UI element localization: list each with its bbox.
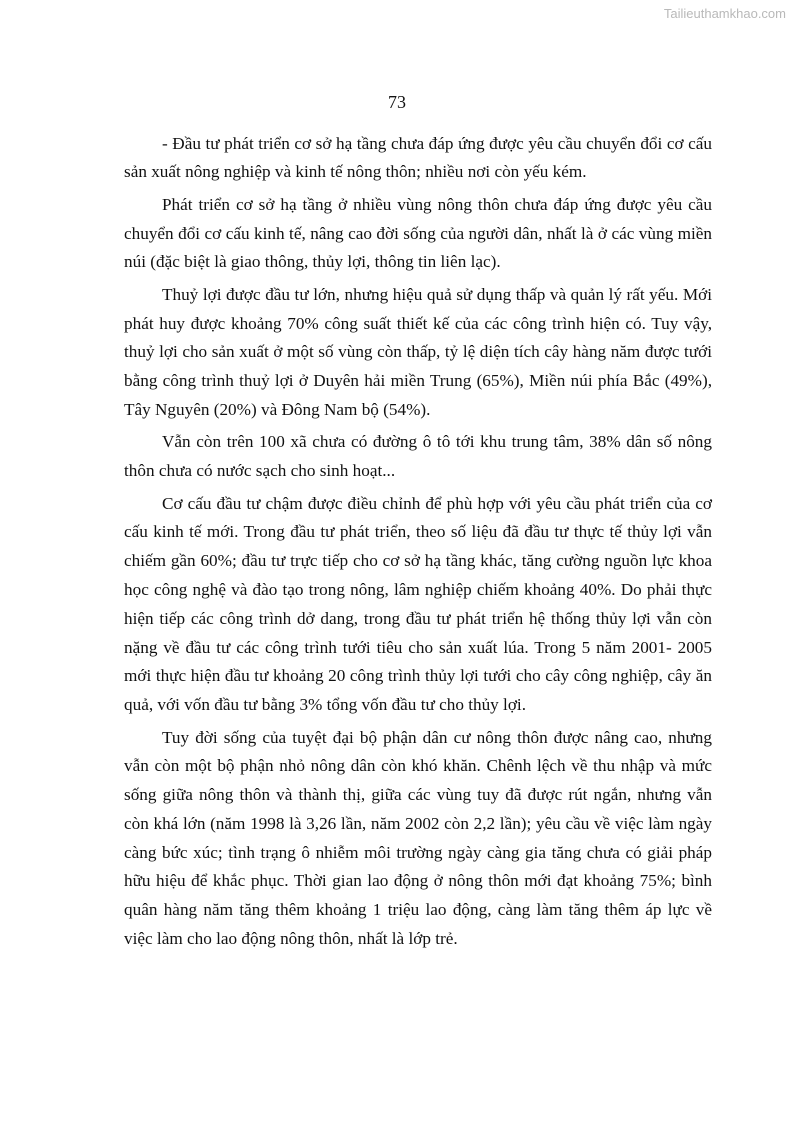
watermark-text: Tailieuthamkhao.com	[663, 6, 786, 21]
paragraph-rural-living: Tuy đời sống của tuyệt đại bộ phận dân cư nông thôn được nâng cao, nhưng vẫn còn một bộ phận nhỏ nông dân còn khó khăn. Chênh lệch về thu nhập và mức sống giữa nông thôn và thành thị, giữa các vùng tuy đã được rút ngắn, nhưng vẫn còn khá lớn (năm 1998 là 3,26 lần, năm 2002 còn 2,2 lần); yêu cầu về việc làm ngày càng bức xúc; tình trạng ô nhiễm môi trường ngày càng gia tăng chưa có giải pháp hữu hiệu để khắc phục. Thời gian lao động ở nông thôn mới đạt khoảng 75%; bình quân hàng năm tăng thêm khoảng 1 triệu lao động, càng làm tăng thêm áp lực về việc làm cho lao động nông thôn, nhất là lớp trẻ.	[124, 727, 712, 949]
page-number: 73	[388, 92, 406, 112]
paragraph-roads-water: Vẫn còn trên 100 xã chưa có đường ô tô tới khu trung tâm, 38% dân số nông thôn chưa có nước sạch cho sinh hoạt...	[124, 432, 712, 481]
paragraph-investment-structure: Cơ cấu đầu tư chậm được điều chỉnh để phù hợp với yêu cầu phát triển của cơ cấu kinh tế mới. Trong đầu tư phát triển, theo số liệu đã đầu tư thực tế thủy lợi vẫn chiếm gần 60%; đầu tư trực tiếp cho cơ sở hạ tầng khác, tăng cường nguồn lực khoa học công nghệ và đào tạo trong nông, lâm nghiệp chiếm khoảng 40%. Do phải thực hiện tiếp các công trình dở dang, trong đầu tư phát triển hệ thống thủy lợi vẫn còn nặng về đầu tư các công trình tưới tiêu cho sản xuất lúa. Trong 5 năm 2001- 2005 mới thực hiện đầu tư khoảng 20 công trình thủy lợi tưới cho cây công nghiệp, cây ăn quả, với vốn đầu tư bằng 3% tổng vốn đầu tư cho thủy lợi.	[124, 493, 712, 715]
paragraph-irrigation: Thuỷ lợi được đầu tư lớn, nhưng hiệu quả sử dụng thấp và quản lý rất yếu. Mới phát huy được khoảng 70% công suất thiết kế của các công trình hiện có. Tuy vậy, thuỷ lợi cho sản xuất ở một số vùng còn thấp, tỷ lệ diện tích cây hàng năm được tưới bằng công trình thuỷ lợi ở Duyên hải miền Trung (65%), Miền núi phía Bắc (49%), Tây Nguyên (20%) và Đông Nam bộ (54%).	[124, 284, 712, 419]
document-body	[124, 126, 712, 954]
paragraph-rural-infrastructure: Phát triển cơ sở hạ tầng ở nhiều vùng nông thôn chưa đáp ứng được yêu cầu chuyển đổi cơ cấu kinh tế, nâng cao đời sống của người dân, nhất là ở các vùng miền núi (đặc biệt là giao thông, thủy lợi, thông tin liên lạc).	[124, 194, 712, 272]
paragraph-infrastructure-investment: - Đầu tư phát triển cơ sở hạ tầng chưa đáp ứng được yêu cầu chuyển đổi cơ cấu sản xuất nông nghiệp và kinh tế nông thôn; nhiều nơi còn yếu kém.	[124, 133, 712, 182]
